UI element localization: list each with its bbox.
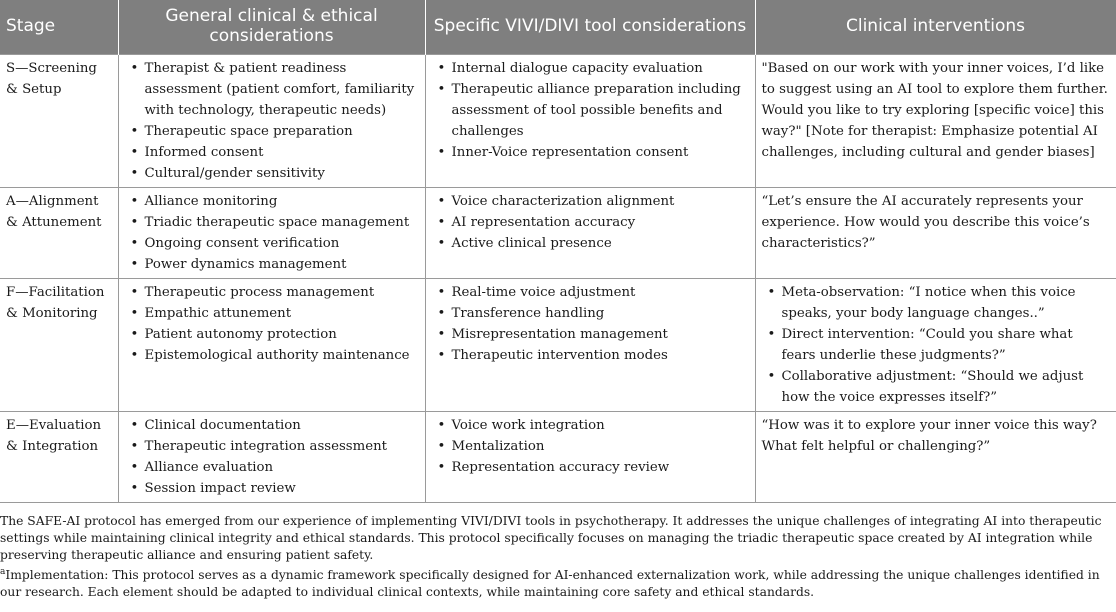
clinical-intervention-cell	[755, 278, 1116, 411]
list-item: • Therapeutic process management	[145, 282, 419, 303]
stage-cell: E—Evaluation & Integration	[0, 411, 118, 502]
footnote-marker: a	[0, 566, 6, 577]
specific-considerations-cell	[425, 411, 755, 502]
specific-considerations-list	[432, 415, 749, 478]
list-item: • Epistemological authority maintenance	[145, 345, 419, 366]
list-item: • Voice characterization alignment	[452, 191, 749, 212]
stage-cell: F—Facilitation & Monitoring	[0, 278, 118, 411]
list-item: • Therapeutic integration assessment	[145, 436, 419, 457]
table-row	[0, 187, 1116, 278]
list-item: • AI representation accuracy	[452, 212, 749, 233]
table-footnotes	[0, 503, 1116, 601]
specific-considerations-list	[432, 191, 749, 254]
list-item: • Power dynamics management	[145, 254, 419, 275]
list-item: • Meta-observation: “I notice when this voice speaks, your body language changes..”	[782, 282, 1111, 324]
clinical-intervention-cell	[755, 187, 1116, 278]
list-item: • Active clinical presence	[452, 233, 749, 254]
header-clinical-interventions: Clinical interventions	[755, 0, 1116, 54]
footnote-implementation-text: Implementation: This protocol serves as a dynamic framework specifically designed for AI-enhanced externalization work, while addressing the unique challenges identified in our research. Each element should be adapted to individual clinical contexts, while maintaining core safety and ethical standards.	[0, 567, 1100, 599]
list-item: • Real-time voice adjustment	[452, 282, 749, 303]
list-item: • Internal dialogue capacity evaluation	[452, 58, 749, 79]
table-row	[0, 411, 1116, 502]
table-row	[0, 54, 1116, 187]
specific-considerations-cell	[425, 54, 755, 187]
footnote-protocol-description: The SAFE-AI protocol has emerged from our experience of implementing VIVI/DIVI tools in psychotherapy. It addresses the unique challenges of integrating AI into therapeutic settings while maintaining clinical integrity and ethical standards. This protocol specifically focuses on managing the triadic therapeutic space created by AI integration while preserving therapeutic alliance and ensuring patient safety.	[0, 513, 1102, 562]
stage-cell: A—Alignment & Attunement	[0, 187, 118, 278]
general-considerations-list	[125, 58, 419, 184]
list-item: • Triadic therapeutic space management	[145, 212, 419, 233]
list-item: • Misrepresentation management	[452, 324, 749, 345]
list-item: • Alliance evaluation	[145, 457, 419, 478]
specific-considerations-list	[432, 58, 749, 163]
intervention-list	[762, 282, 1111, 408]
header-specific-tool-considerations: Specific VIVI/DIVI tool considerations	[425, 0, 755, 54]
general-considerations-cell	[118, 278, 425, 411]
intervention-quote: “Let’s ensure the AI accurately represents your experience. How would you describe this voice’s characteristics?”	[761, 193, 1090, 251]
list-item: • Therapeutic intervention modes	[452, 345, 749, 366]
specific-considerations-cell	[425, 187, 755, 278]
list-item: • Therapeutic alliance preparation including assessment of tool possible benefits and challenges	[452, 79, 749, 142]
general-considerations-list	[125, 415, 419, 499]
list-item: • Patient autonomy protection	[145, 324, 419, 345]
list-item: • Alliance monitoring	[145, 191, 419, 212]
list-item: • Therapeutic space preparation	[145, 121, 419, 142]
list-item: • Inner-Voice representation consent	[452, 142, 749, 163]
intervention-quote: "Based on our work with your inner voices, I’d like to suggest using an AI tool to explore them further. Would you like to try exploring [specific voice] this way?" [Note for therapist: Emphasize potential AI challenges, including cultural and gender biases]	[761, 60, 1108, 160]
list-item: • Clinical documentation	[145, 415, 419, 436]
list-item: • Voice work integration	[452, 415, 749, 436]
list-item: • Cultural/gender sensitivity	[145, 163, 419, 184]
header-general-considerations: General clinical & ethical considerations	[118, 0, 425, 54]
specific-considerations-list	[432, 282, 749, 366]
table-header-row	[0, 0, 1116, 54]
general-considerations-cell	[118, 187, 425, 278]
table-body	[0, 54, 1116, 502]
stage-cell: S—Screening & Setup	[0, 54, 118, 187]
list-item: • Collaborative adjustment: “Should we adjust how the voice expresses itself?”	[782, 366, 1111, 408]
general-considerations-list	[125, 282, 419, 366]
footnote-implementation	[0, 567, 1114, 601]
header-stage: Stage	[0, 0, 118, 54]
general-considerations-list	[125, 191, 419, 275]
table-row	[0, 278, 1116, 411]
list-item: • Transference handling	[452, 303, 749, 324]
list-item: • Ongoing consent verification	[145, 233, 419, 254]
clinical-intervention-cell	[755, 411, 1116, 502]
list-item: • Empathic attunement	[145, 303, 419, 324]
general-considerations-cell	[118, 411, 425, 502]
general-considerations-cell	[118, 54, 425, 187]
clinical-intervention-cell	[755, 54, 1116, 187]
list-item: • Session impact review	[145, 478, 419, 499]
intervention-quote: “How was it to explore your inner voice this way? What felt helpful or challenging?”	[761, 417, 1097, 454]
list-item: • Direct intervention: “Could you share what fears underlie these judgments?”	[782, 324, 1111, 366]
list-item: • Informed consent	[145, 142, 419, 163]
list-item: • Therapist & patient readiness assessment (patient comfort, familiarity with technology, therapeutic needs)	[145, 58, 419, 121]
list-item: • Representation accuracy review	[452, 457, 749, 478]
list-item: • Mentalization	[452, 436, 749, 457]
specific-considerations-cell	[425, 278, 755, 411]
